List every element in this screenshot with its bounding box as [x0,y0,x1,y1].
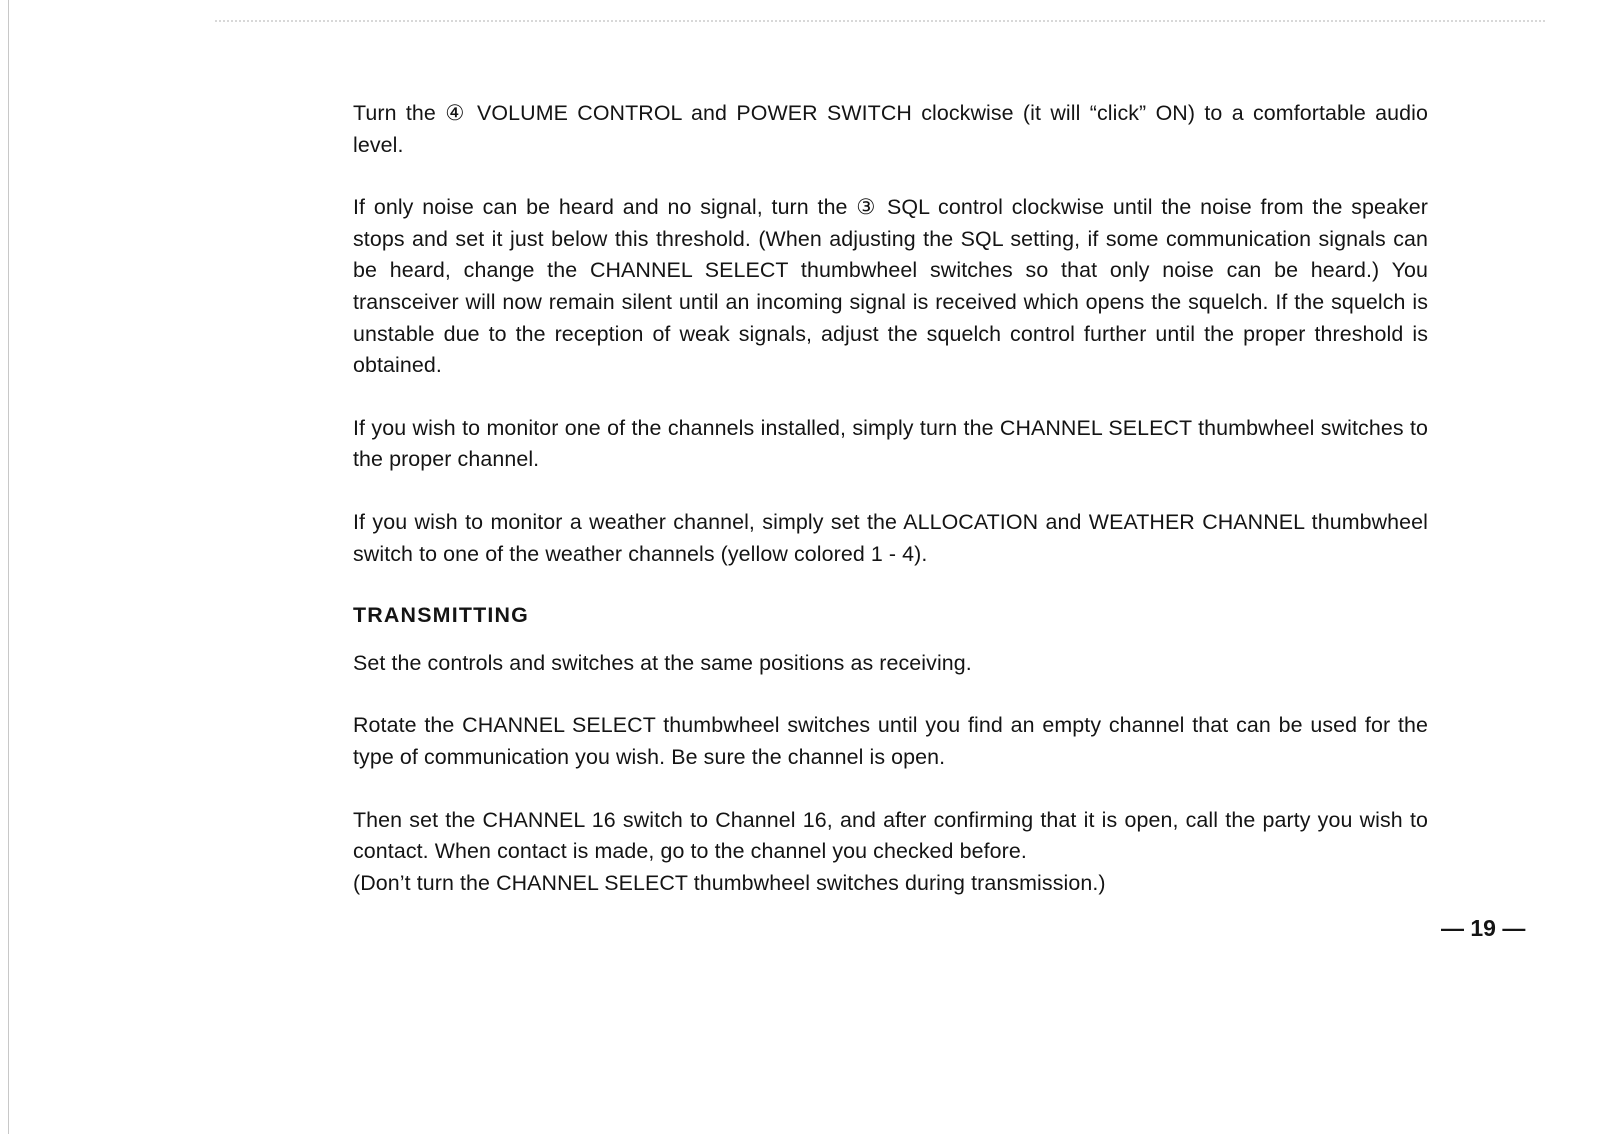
channel-16-paragraph: Then set the CHANNEL 16 switch to Channel 16, and after confirming that it is open, call the party you wish to contact. When contact is made, go to the channel you checked before. [353,807,1428,864]
monitor-channel-paragraph: If you wish to monitor one of the channels installed, simply turn the CHANNEL SELECT thumbwheel switches to the proper channel. [353,415,1428,472]
page-number: — 19 — [1441,915,1526,941]
volume-control-paragraph: Turn the ④ VOLUME CONTROL and POWER SWITCH clockwise (it will “click” ON) to a comfortable audio level. [353,101,1428,157]
squelch-paragraph: If only noise can be heard and no signal, turn the ③ SQL control clockwise until the noise from the speaker stops and set it just below this threshold. (When adjusting the SQL setting, if some communication signals can be heard, change the CHANNEL SELECT thumbwheel switches so that only noise can be heard.) You transceiver will now remain silent until an incoming signal is received which opens the squelch. If the squelch is unstable due to the reception of weak signals, adjust the squelch control further until the proper threshold is obtained. [353,195,1428,378]
transmitting-heading: TRANSMITTING [353,603,529,628]
transmission-note: (Don’t turn the CHANNEL SELECT thumbwheel switches during transmission.) [353,870,1106,895]
scan-edge-left [8,0,9,1134]
weather-channel-paragraph: If you wish to monitor a weather channel, simply set the ALLOCATION and WEATHER CHANNEL thumbwheel switch to one of the weather channels (yellow colored 1 - 4). [353,509,1428,566]
rotate-channel-paragraph: Rotate the CHANNEL SELECT thumbwheel switches until you find an empty channel that can be used for the type of communication you wish. Be sure the channel is open. [353,713,1428,769]
manual-page-body [353,98,1428,899]
controls-paragraph: Set the controls and switches at the same positions as receiving. [353,650,972,675]
scan-edge-top [215,20,1545,22]
